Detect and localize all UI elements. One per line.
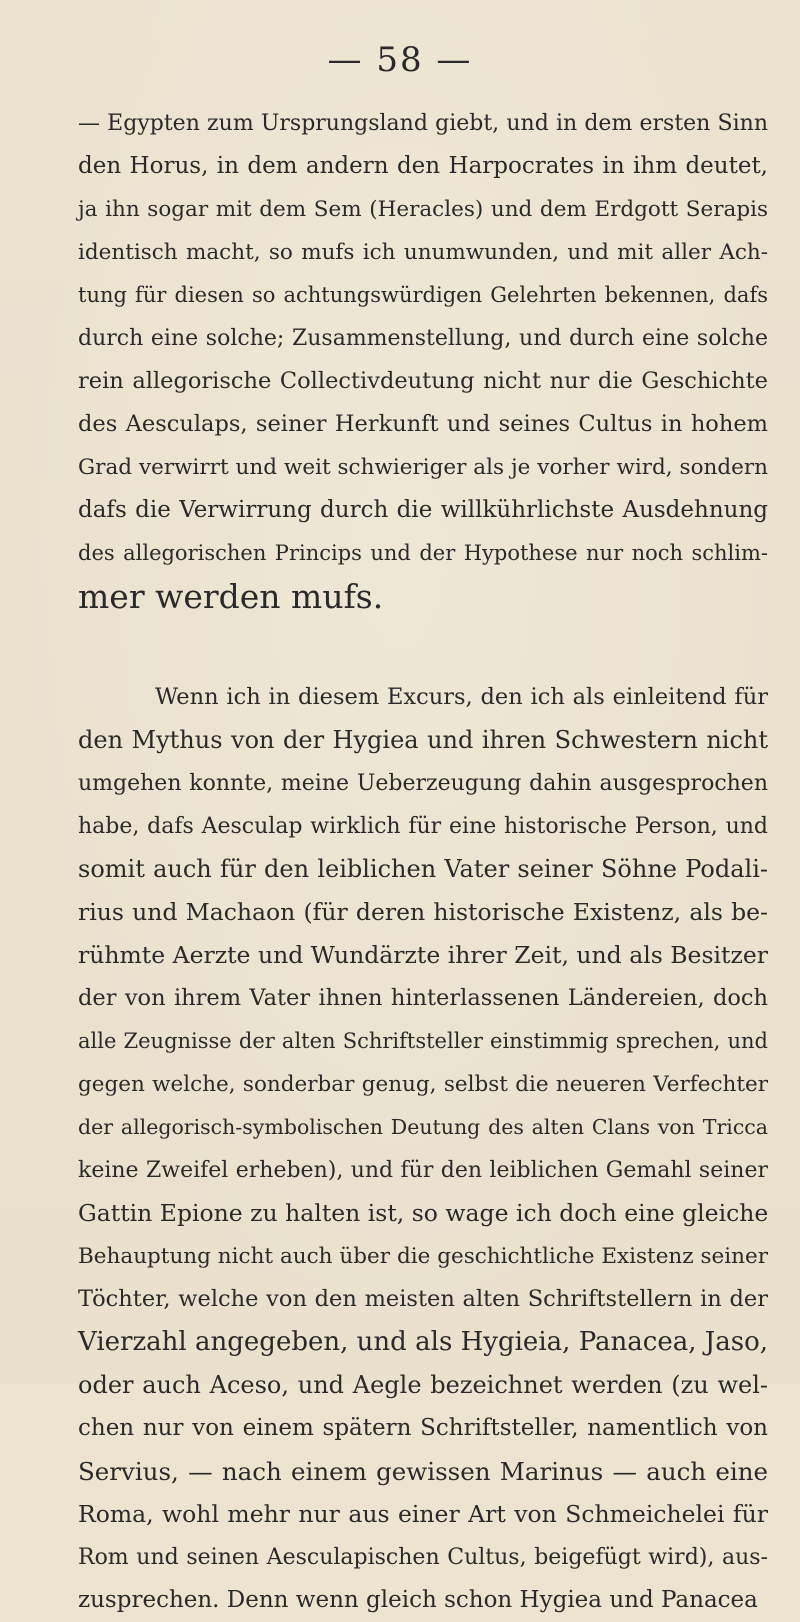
text-line: tung für diesen so achtungswürdigen Gelehrten bekennen, dafs xyxy=(78,283,768,307)
text-line: durch eine solche; Zusammenstellung, und durch eine solche xyxy=(78,326,768,351)
text-line: Vierzahl angegeben, und als Hygieia, Panacea, Jaso, xyxy=(78,1327,768,1357)
text-line: Wenn ich in diesem Excurs, den ich als einleitend für xyxy=(155,684,768,710)
text-line: den Horus, in dem andern den Harpocrates in ihm deutet, xyxy=(78,153,768,179)
text-line: gegen welche, sonderbar genug, selbst die neueren Verfechter xyxy=(78,1072,768,1097)
text-line: rühmte Aerzte und Wundärzte ihrer Zeit, und als Besitzer xyxy=(78,941,768,969)
text-line: ja ihn sogar mit dem Sem (Heracles) und dem Erdgott Serapis xyxy=(78,197,768,222)
text-line: chen nur von einem spätern Schriftsteller, namentlich von xyxy=(78,1415,768,1441)
paragraph-gap xyxy=(78,618,768,676)
text-line: des Aesculaps, seiner Herkunft und seines Cultus in hohem xyxy=(78,411,768,437)
text-line: rein allegorische Collectivdeutung nicht nur die Geschichte xyxy=(78,368,768,394)
text-line: rius und Machaon (für deren historische Existenz, als be- xyxy=(78,898,768,926)
text-line: somit auch für den leiblichen Vater seiner Söhne Podali- xyxy=(78,855,768,883)
text-line: alle Zeugnisse der alten Schriftsteller einstimmig sprechen, und xyxy=(78,1029,768,1053)
text-line: Roma, wohl mehr nur aus einer Art von Schmeichelei für xyxy=(78,1500,768,1528)
text-line: der von ihrem Vater ihnen hinterlassenen Ländereien, doch xyxy=(78,985,768,1011)
paragraph-1 xyxy=(78,102,768,618)
body-text xyxy=(78,102,768,1622)
text-line: der allegorisch-symbolischen Deutung des alten Clans von Tricca xyxy=(78,1115,768,1139)
text-line: den Mythus von der Hygiea und ihren Schwestern nicht xyxy=(78,726,768,754)
text-line: mer werden mufs. xyxy=(78,577,384,616)
text-line: Gattin Epione zu halten ist, so wage ich doch eine gleiche xyxy=(78,1199,769,1227)
text-line: des allegorischen Princips und der Hypothese nur noch schlim- xyxy=(78,541,768,565)
text-line: Servius, — nach einem gewissen Marinus — auch eine xyxy=(78,1457,768,1486)
text-line: habe, dafs Aesculap wirklich für eine historische Person, und xyxy=(78,814,768,839)
text-line: zusprechen. Denn wenn gleich schon Hygiea und Panacea xyxy=(78,1587,758,1613)
text-line: — Egypten zum Ursprungsland giebt, und in dem ersten Sinn xyxy=(78,111,768,136)
text-line: Töchter, welche von den meisten alten Schriftstellern in der xyxy=(78,1286,768,1312)
page-number: — 58 — xyxy=(327,40,473,80)
paragraph-2 xyxy=(78,676,768,1622)
text-line: keine Zweifel erheben), und für den leiblichen Gemahl seiner xyxy=(78,1158,768,1183)
text-line: Grad verwirrt und weit schwieriger als je vorher wird, sondern xyxy=(78,455,768,480)
text-line: dafs die Verwirrung durch die willkührlichste Ausdehnung xyxy=(78,497,768,523)
text-line: Behauptung nicht auch über die geschichtliche Existenz seiner xyxy=(78,1244,768,1269)
text-line: oder auch Aceso, und Aegle bezeichnet werden (zu wel- xyxy=(78,1371,768,1399)
text-line: Rom und seinen Aesculapischen Cultus, beigefügt wird), aus- xyxy=(78,1545,768,1570)
text-line: umgehen konnte, meine Ueberzeugung dahin ausgesprochen xyxy=(78,771,768,796)
text-line: identisch macht, so mufs ich unumwunden, und mit aller Ach- xyxy=(78,240,768,265)
